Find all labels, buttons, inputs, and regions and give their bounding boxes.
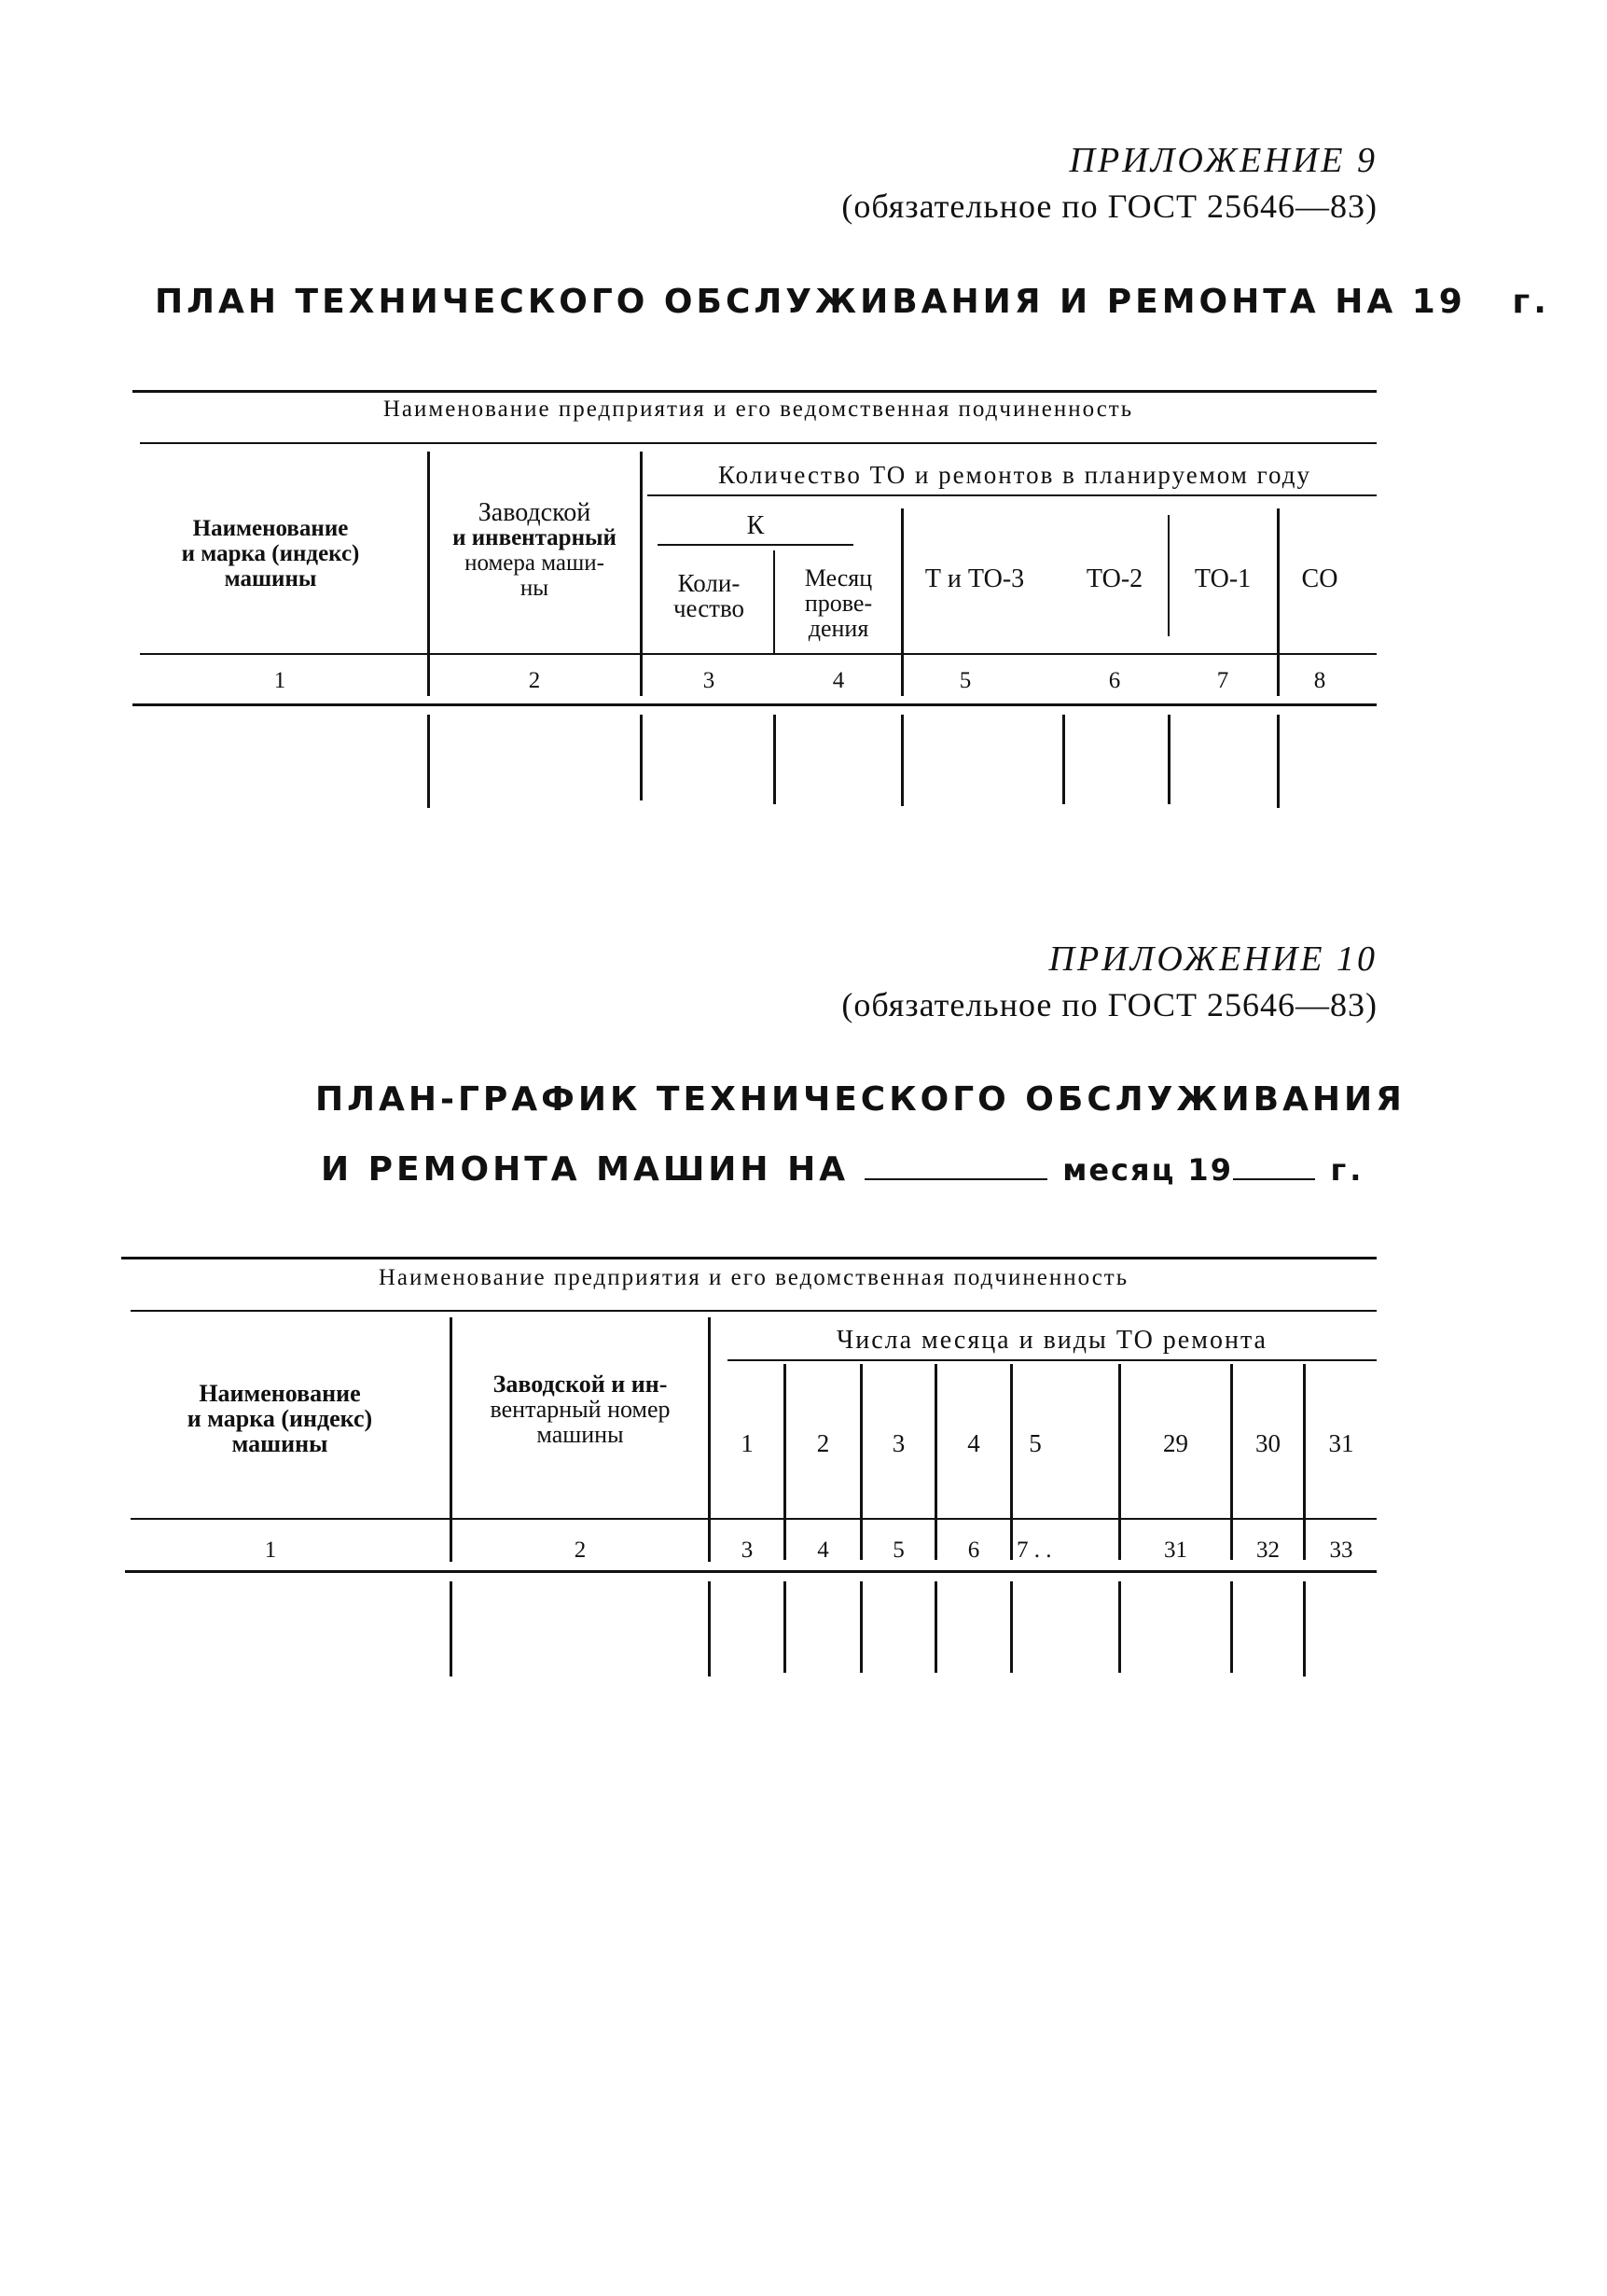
annex10-title-part: месяц 19	[1062, 1152, 1233, 1188]
annex10-title-line2	[321, 1150, 1365, 1189]
annex10-colnum: 33	[1329, 1538, 1353, 1563]
annex9-col-name-line: и марка (индекс)	[181, 541, 360, 566]
annex10-day: 2	[816, 1429, 830, 1457]
month-blank	[865, 1150, 1047, 1180]
annex10-col-factory-line: машины	[536, 1421, 624, 1448]
annex9-col-factory-line: номера маши-	[464, 550, 604, 576]
annex9-k-month-line: Месяц	[804, 564, 873, 591]
annex9-col-name-line: Наименование	[192, 516, 349, 541]
annex10-enterprise-header: Наименование предприятия и его ведомственная подчиненность	[378, 1265, 1129, 1290]
annex10-day: 5	[1029, 1429, 1042, 1457]
annex10-day: 31	[1328, 1429, 1354, 1457]
annex10-colnum: 4	[817, 1538, 829, 1563]
annex9-colnum: 3	[702, 668, 715, 693]
annex10-colnum: 31	[1164, 1538, 1187, 1563]
annex10-colnum: 3	[741, 1538, 754, 1563]
annex9-col-so: СО	[1301, 564, 1338, 593]
annex10-colnum: 1	[264, 1538, 277, 1563]
annex9-k-month	[777, 565, 900, 641]
annex10-col-name-line: и марка (индекс)	[187, 1405, 373, 1432]
annex10-col-name	[121, 1381, 438, 1456]
annex10-label: ПРИЛОЖЕНИЕ 10	[1048, 939, 1378, 979]
annex10-title-part: И РЕМОНТА МАШИН НА	[321, 1150, 850, 1189]
annex10-group-header: Числа месяца и виды ТО ремонта	[837, 1326, 1268, 1355]
annex9-colnum: 2	[528, 668, 541, 693]
annex10-day: 30	[1255, 1429, 1281, 1457]
annex10-colnum: 7 . .	[1017, 1538, 1052, 1563]
annex9-colnum: 4	[832, 668, 845, 693]
annex10-col-factory-line: Заводской и ин-	[492, 1371, 668, 1398]
annex9-k-month-line: прове-	[804, 590, 873, 617]
annex9-k-header: К	[746, 511, 765, 540]
annex9-col-t-to3: Т и ТО-3	[924, 564, 1025, 593]
annex10-title-part: г.	[1330, 1152, 1365, 1188]
annex10-day: 1	[741, 1429, 754, 1457]
annex9-k-count-line: чество	[672, 594, 745, 622]
annex10-colnum: 5	[893, 1538, 905, 1563]
annex9-enterprise-header: Наименование предприятия и его ведомственная подчиненность	[382, 397, 1134, 422]
annex9-group-header: Количество ТО и ремонтов в планируемом году	[718, 461, 1311, 489]
annex9-colnum: 5	[959, 668, 972, 693]
annex9-col-name	[126, 516, 415, 591]
annex9-colnum: 8	[1313, 668, 1326, 693]
annex10-col-name-line: Наименование	[199, 1380, 361, 1407]
annex9-col-factory-line: и инвентарный	[452, 525, 616, 550]
annex10-colnum: 2	[574, 1538, 587, 1563]
annex9-status: (обязательное по ГОСТ 25646—83)	[841, 188, 1378, 225]
annex10-col-factory-line: вентарный номер	[490, 1396, 671, 1423]
annex10-day: 3	[892, 1429, 906, 1457]
annex10-title-line1: ПЛАН-ГРАФИК ТЕХНИЧЕСКОГО ОБСЛУЖИВАНИЯ	[315, 1080, 1406, 1119]
annex9-col-to2: ТО-2	[1086, 564, 1143, 593]
annex10-day: 29	[1163, 1429, 1188, 1457]
annex9-colnum: 7	[1216, 668, 1229, 693]
annex10-day: 4	[967, 1429, 980, 1457]
annex10-colnum: 32	[1256, 1538, 1280, 1563]
annex9-col-factory-line: Заводской	[478, 498, 591, 527]
annex9-k-count-line: Коли-	[677, 569, 741, 597]
annex9-label: ПРИЛОЖЕНИЕ 9	[1069, 141, 1378, 180]
annex10-col-name-line: машины	[231, 1430, 328, 1457]
annex9-col-factory-line: ны	[520, 576, 549, 601]
annex9-title: ПЛАН ТЕХНИЧЕСКОГО ОБСЛУЖИВАНИЯ И РЕМОНТА НА 19 г.	[155, 283, 1550, 321]
year-blank	[1233, 1150, 1315, 1180]
annex10-status: (обязательное по ГОСТ 25646—83)	[841, 986, 1378, 1023]
annex9-colnum: 1	[273, 668, 286, 693]
annex9-k-count	[645, 571, 772, 621]
annex9-colnum: 6	[1108, 668, 1121, 693]
annex9-k-month-line: дения	[808, 615, 869, 642]
annex9-col-to1: ТО-1	[1194, 564, 1252, 593]
annex9-col-factory	[431, 500, 638, 601]
annex10-col-factory	[455, 1371, 705, 1447]
annex10-colnum: 6	[967, 1538, 980, 1563]
annex9-col-name-line: машины	[224, 566, 317, 591]
